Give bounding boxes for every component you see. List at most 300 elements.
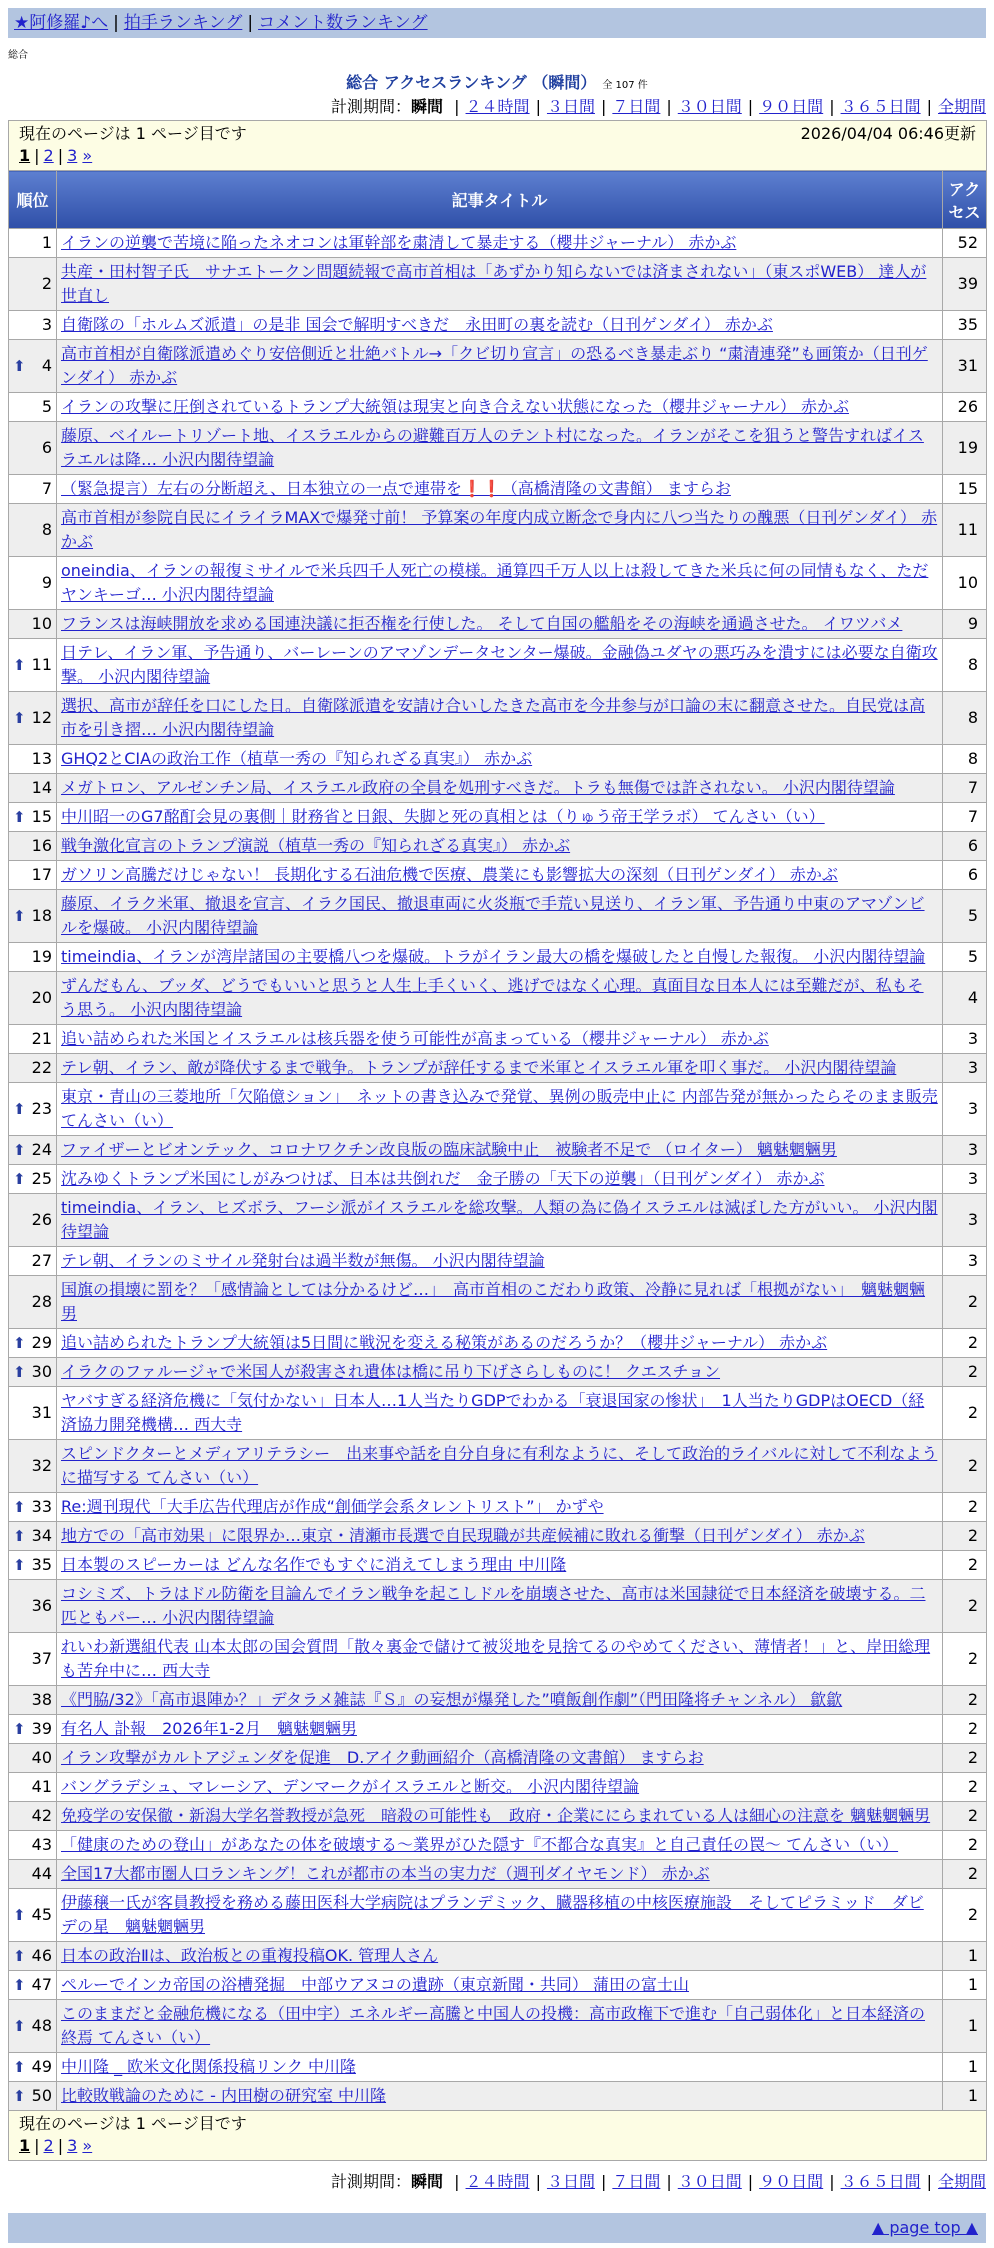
access-count: 2 <box>943 1715 987 1744</box>
pager-page-link[interactable]: 2 <box>43 2136 54 2155</box>
article-link[interactable]: イランの攻撃に圧倒されているトランプ大統領は現実と向き合えない状態になった（櫻井ジャーナル） 赤かぶ <box>61 397 849 416</box>
rank-cell <box>9 1025 57 1054</box>
up-arrow-icon: ⬆ <box>13 1906 26 1924</box>
title-cell <box>57 1860 943 1889</box>
title-cell <box>57 311 943 340</box>
table-row <box>9 774 987 803</box>
access-count: 19 <box>943 422 987 475</box>
table-row <box>9 1493 987 1522</box>
table-row <box>9 1194 987 1247</box>
rank-cell <box>9 393 57 422</box>
article-link[interactable]: ペルーでインカ帝国の浴槽発掘 中部ウアヌコの遺跡（東京新聞・共同） 蒲田の富士山 <box>61 1975 689 1994</box>
rank-number: 35 <box>31 1555 52 1574</box>
total-count: 全 107 件 <box>602 80 648 91</box>
title-cell <box>57 972 943 1025</box>
up-arrow-icon: ⬆ <box>13 1556 26 1574</box>
period-link[interactable]: ３日間 <box>546 97 595 116</box>
title-cell <box>57 861 943 890</box>
rank-cell <box>9 1136 57 1165</box>
article-link[interactable]: ガソリン高騰だけじゃない！ 長期化する石油危機で医療、農業にも影響拡大の深刻（日刊ゲンダイ） 赤かぶ <box>61 865 838 884</box>
rank-number: 40 <box>31 1748 52 1767</box>
rank-number: 42 <box>31 1806 52 1825</box>
article-link[interactable]: 選択、高市が辞任を口にした日。自衛隊派遣を安請け合いしたきた高市を今井参与が口論の末に翻意させた。自民党は高市を引き摺… 小沢内閣待望論 <box>61 696 926 739</box>
title-cell <box>57 745 943 774</box>
table-row <box>9 639 987 692</box>
article-link[interactable]: 戦争激化宣言のトランプ演説（植草一秀の『知られざる真実』） 赤かぶ <box>61 836 571 855</box>
nav-separator: | <box>113 13 119 33</box>
title-cell <box>57 1971 943 2000</box>
article-link[interactable]: 沈みゆくトランプ米国にしがみつけば、日本は共倒れだ 金子勝の「天下の逆襲」（日刊ゲンダイ） 赤かぶ <box>61 1169 825 1188</box>
title-cell <box>57 1387 943 1440</box>
period-link[interactable]: ３０日間 <box>677 97 742 116</box>
rank-number: 44 <box>31 1864 52 1883</box>
article-link[interactable]: イランの逆襲で苦境に陥ったネオコンは軍幹部を粛清して暴走する（櫻井ジャーナル） 赤かぶ <box>61 233 737 252</box>
access-count: 10 <box>943 557 987 610</box>
rank-cell <box>9 1387 57 1440</box>
rank-cell <box>9 2053 57 2082</box>
period-link[interactable]: ３６５日間 <box>840 2172 921 2191</box>
table-row <box>9 229 987 258</box>
access-count: 1 <box>943 2053 987 2082</box>
rank-number: 28 <box>31 1292 52 1311</box>
article-link[interactable]: 国旗の損壊に罰を？「感情論としては分かるけど…」 高市首相のこだわり政策、冷静に見れば「根拠がない」 魑魅魍魎男 <box>61 1280 926 1323</box>
rank-cell <box>9 475 57 504</box>
up-arrow-icon: ⬆ <box>13 1141 26 1159</box>
period-label: 計測期間： <box>331 97 412 116</box>
access-count: 2 <box>943 1551 987 1580</box>
title-cell <box>57 1329 943 1358</box>
period-label: 計測期間： <box>331 2172 412 2191</box>
period-link[interactable]: ２４時間 <box>465 97 530 116</box>
rank-number: 37 <box>31 1649 52 1668</box>
rank-number: 4 <box>41 356 52 375</box>
pager-next-link[interactable]: » <box>82 146 93 165</box>
title-cell <box>57 1942 943 1971</box>
period-separator: | <box>600 2172 607 2191</box>
article-link[interactable]: コシミズ、トラはドル防衛を目論んでイラン戦争を起こしドルを崩壊させた、高市は米国隷従で日本経済を破壊する。二匹ともパー… 小沢内閣待望論 <box>61 1584 926 1627</box>
article-link[interactable]: 追い詰められた米国とイスラエルは核兵器を使う可能性が高まっている（櫻井ジャーナル） 赤かぶ <box>61 1029 769 1048</box>
table-row <box>9 832 987 861</box>
article-link[interactable]: 全国17大都市圏人口ランキング！これが都市の本当の実力だ（週刊ダイヤモンド） 赤かぶ <box>61 1864 710 1883</box>
access-column-header: アクセス <box>943 171 987 229</box>
table-row <box>9 1942 987 1971</box>
rank-cell <box>9 803 57 832</box>
period-selector-bottom <box>0 2169 986 2195</box>
title-cell <box>57 803 943 832</box>
title-cell <box>57 557 943 610</box>
page-title <box>0 72 994 94</box>
article-link[interactable]: ヤバすぎる経済危機に「気付かない」日本人…1人当たりGDPでわかる「衰退国家の惨状」 1人当たりGDPはOECD（経済協力開発機構… 西大寺 <box>61 1391 925 1434</box>
access-count: 2 <box>943 1773 987 1802</box>
rank-cell <box>9 1773 57 1802</box>
article-link[interactable]: 免疫学の安保徹・新潟大学名誉教授が急死 暗殺の可能性も 政府・企業ににらまれている人は細心の注意を 魑魅魍魎男 <box>61 1806 931 1825</box>
rank-cell <box>9 2082 57 2111</box>
table-row <box>9 1551 987 1580</box>
rank-number: 34 <box>31 1526 52 1545</box>
article-link[interactable]: 東京・青山の三菱地所「欠陥億ション」 ネットの書き込みで発覚、異例の販売中止に 内部告発が無かったらそのまま販売 てんさい（い） <box>61 1087 938 1130</box>
period-link[interactable]: ７日間 <box>612 2172 661 2191</box>
rank-cell <box>9 1580 57 1633</box>
title-cell <box>57 1083 943 1136</box>
article-link[interactable]: テレ朝、イランのミサイル発射台は過半数が無傷。 小沢内閣待望論 <box>61 1251 545 1270</box>
up-arrow-icon: ⬆ <box>13 1100 26 1118</box>
table-row <box>9 745 987 774</box>
period-link[interactable]: ３６５日間 <box>840 97 921 116</box>
title-cell <box>57 2000 943 2053</box>
access-count: 1 <box>943 1971 987 2000</box>
category-label: 総合 <box>8 50 28 61</box>
table-row <box>9 1744 987 1773</box>
period-separator: | <box>454 2172 460 2191</box>
title-cell <box>57 1136 943 1165</box>
title-cell <box>57 1580 943 1633</box>
article-link[interactable]: （緊急提言）左右の分断超え、日本独立の一点で連帯を❗❗（高橋清隆の文書館） ますらお <box>61 479 731 498</box>
title-cell <box>57 692 943 745</box>
rank-number: 31 <box>31 1403 52 1422</box>
period-separator: | <box>600 97 607 116</box>
title-cell <box>57 1247 943 1276</box>
access-count: 5 <box>943 943 987 972</box>
rank-number: 14 <box>31 778 52 797</box>
period-link[interactable]: 全期間 <box>937 2172 986 2191</box>
rank-cell <box>9 1165 57 1194</box>
access-count: 3 <box>943 1247 987 1276</box>
rank-cell <box>9 832 57 861</box>
rank-cell <box>9 1633 57 1686</box>
article-link[interactable]: 藤原、イラク米軍、撤退を宣言、イラク国民、撤退車両に火炎瓶で手荒い見送り、イラン軍、予告通り中東のアマゾンビルを爆破。 小沢内閣待望論 <box>61 894 925 937</box>
table-row <box>9 972 987 1025</box>
rank-number: 33 <box>31 1497 52 1516</box>
rank-cell <box>9 745 57 774</box>
rank-number: 23 <box>31 1099 52 1118</box>
table-row <box>9 1358 987 1387</box>
article-link[interactable]: バングラデシュ、マレーシア、デンマークがイスラエルと断交。 小沢内閣待望論 <box>61 1777 640 1796</box>
table-row <box>9 803 987 832</box>
access-count: 9 <box>943 610 987 639</box>
access-count: 2 <box>943 1276 987 1329</box>
rank-cell <box>9 1971 57 2000</box>
access-count: 8 <box>943 745 987 774</box>
access-count: 8 <box>943 639 987 692</box>
period-link[interactable]: ３０日間 <box>677 2172 742 2191</box>
article-link[interactable]: GHQ2とCIAの政治工作（植草一秀の『知られざる真実』） 赤かぶ <box>61 749 533 768</box>
rank-cell <box>9 1440 57 1493</box>
access-count: 35 <box>943 311 987 340</box>
rank-number: 30 <box>31 1362 52 1381</box>
table-row <box>9 1387 987 1440</box>
rank-cell <box>9 639 57 692</box>
rank-number: 8 <box>41 520 52 539</box>
rank-cell <box>9 229 57 258</box>
up-arrow-icon: ⬆ <box>13 1720 26 1738</box>
access-count: 52 <box>943 229 987 258</box>
article-link[interactable]: oneindia、イランの報復ミサイルで米兵四千人死亡の模様。通算四千万人以上は殺してきた米兵に何の同情もなく、ただヤンキーゴ… 小沢内閣待望論 <box>61 561 929 604</box>
table-row <box>9 340 987 393</box>
rank-cell <box>9 1802 57 1831</box>
title-cell <box>57 1194 943 1247</box>
pager-separator: | <box>34 146 40 165</box>
access-count: 2 <box>943 1744 987 1773</box>
rank-cell <box>9 1276 57 1329</box>
period-link[interactable]: ９０日間 <box>759 2172 824 2191</box>
rank-number: 13 <box>31 749 52 768</box>
up-arrow-icon: ⬆ <box>13 1527 26 1545</box>
period-separator: | <box>666 2172 672 2191</box>
access-count: 1 <box>943 1942 987 1971</box>
article-link[interactable]: timeindia、イランが湾岸諸国の主要橋八つを爆破。トラがイラン最大の橋を爆破したと自慢した報復。 小沢内閣待望論 <box>61 947 926 966</box>
up-arrow-icon: ⬆ <box>13 1363 26 1381</box>
table-row <box>9 1165 987 1194</box>
rank-cell <box>9 504 57 557</box>
article-link[interactable]: れいわ新選組代表 山本太郎の国会質問「散々裏金で儲けて被災地を見捨てるのやめてください、薄情者！」と、岸田総理も苦弁中に… 西大寺 <box>61 1637 931 1680</box>
access-count: 3 <box>943 1025 987 1054</box>
period-separator: | <box>535 2172 541 2191</box>
access-count: 2 <box>943 1686 987 1715</box>
comment-ranking-link[interactable]: コメント数ランキング <box>258 13 428 33</box>
rank-cell <box>9 1493 57 1522</box>
access-count: 3 <box>943 1136 987 1165</box>
title-cell <box>57 1773 943 1802</box>
article-link[interactable]: メガトロン、アルゼンチン局、イスラエル政府の全員を処刑すべきだ。トラも無傷では許されない。 小沢内閣待望論 <box>61 778 895 797</box>
table-row <box>9 1136 987 1165</box>
title-cell <box>57 1889 943 1942</box>
access-count: 2 <box>943 1522 987 1551</box>
rank-cell <box>9 1329 57 1358</box>
access-count: 1 <box>943 2000 987 2053</box>
rank-number: 3 <box>41 315 52 334</box>
period-separator: | <box>829 97 835 116</box>
rank-number: 6 <box>41 438 52 457</box>
article-link[interactable]: 中川昭一のG7酩酊会見の裏側｜財務省と日銀、失脚と死の真相とは（りゅう帝王学ラボ） てんさい（い） <box>61 807 825 826</box>
rank-number: 39 <box>31 1719 52 1738</box>
rank-cell <box>9 1715 57 1744</box>
title-cell <box>57 393 943 422</box>
article-link[interactable]: 共産・田村智子氏 サナエトークン問題続報で高市首相は「あずかり知らないでは済まされない」（東スポWEB） 達人が世直し <box>61 262 927 305</box>
pager-page-link[interactable]: 2 <box>43 146 54 165</box>
table-row <box>9 1440 987 1493</box>
title-cell <box>57 258 943 311</box>
article-link[interactable]: 伊藤穣一氏が客員教授を務める藤田医科大学病院はプランデミック、臓器移植の中核医療施設 そしてピラミッド ダビデの星 魑魅魍魎男 <box>61 1893 924 1936</box>
rank-number: 1 <box>41 233 52 252</box>
article-link[interactable]: Re:週刊現代「大手広告代理店が作成“創価学会系タレントリスト”」 かずや <box>61 1497 604 1516</box>
page-top-link[interactable]: ▲ page top ▲ <box>871 2218 978 2237</box>
pager-current-page: 1 <box>19 2136 31 2155</box>
period-link[interactable]: ７日間 <box>612 97 661 116</box>
up-arrow-icon: ⬆ <box>13 1498 26 1516</box>
rank-number: 11 <box>31 655 52 674</box>
rank-number: 20 <box>31 988 52 1007</box>
table-row <box>9 1860 987 1889</box>
access-count: 6 <box>943 832 987 861</box>
article-link[interactable]: 日本製のスピーカーは どんな名作でもすぐに消えてしまう理由 中川隆 <box>61 1555 567 1574</box>
title-cell <box>57 1802 943 1831</box>
table-row <box>9 1633 987 1686</box>
applause-ranking-link[interactable]: 拍手ランキング <box>123 13 243 33</box>
pager-page-link[interactable]: 3 <box>67 146 78 165</box>
title-cell <box>57 504 943 557</box>
title-cell <box>57 475 943 504</box>
access-count: 3 <box>943 1083 987 1136</box>
rank-cell <box>9 340 57 393</box>
period-link[interactable]: ３日間 <box>546 2172 595 2191</box>
article-link[interactable]: 藤原、ベイルートリゾート地、イスラエルからの避難百万人のテント村になった。イランがそこを狙うと警告すればイスラエルは降… 小沢内閣待望論 <box>61 426 924 469</box>
pager-page-link[interactable]: 3 <box>67 2136 78 2155</box>
period-link[interactable]: ９０日間 <box>759 97 824 116</box>
access-count: 2 <box>943 1860 987 1889</box>
rank-number: 41 <box>31 1777 52 1796</box>
title-cell <box>57 340 943 393</box>
ranking-table <box>8 120 987 2161</box>
rank-cell <box>9 422 57 475</box>
rank-cell <box>9 1522 57 1551</box>
current-page-text: 現在のページは 1 ページ目です <box>19 2114 247 2133</box>
table-row <box>9 2082 987 2111</box>
rank-number: 22 <box>31 1058 52 1077</box>
title-cell <box>57 1054 943 1083</box>
rank-cell <box>9 1860 57 1889</box>
access-count: 7 <box>943 803 987 832</box>
rank-number: 5 <box>41 397 52 416</box>
up-arrow-icon: ⬆ <box>13 2058 26 2076</box>
period-separator: | <box>535 97 541 116</box>
up-arrow-icon: ⬆ <box>13 1170 26 1188</box>
access-count: 2 <box>943 1440 987 1493</box>
article-link[interactable]: 中川隆 _ 欧米文化関係投稿リンク 中川隆 <box>61 2057 356 2076</box>
access-count: 3 <box>943 1165 987 1194</box>
article-link[interactable]: 比較敗戦論のために - 内田樹の研究室 中川隆 <box>61 2086 387 2105</box>
period-selector-top <box>0 94 986 120</box>
article-link[interactable]: イラン攻撃がカルトアジェンダを促進 D.アイク動画紹介（高橋清隆の文書館） ますらお <box>61 1748 704 1767</box>
pager-bottom <box>19 2135 976 2157</box>
rank-cell <box>9 774 57 803</box>
table-row <box>9 557 987 610</box>
table-row <box>9 692 987 745</box>
access-count: 31 <box>943 340 987 393</box>
article-link[interactable]: 追い詰められたトランプ大統領は5日間に戦況を変える秘策があるのだろうか？（櫻井ジャーナル） 赤かぶ <box>61 1333 828 1352</box>
article-link[interactable]: 「健康のための登山」があなたの体を破壊する〜業界がひた隠す『不都合な真実』と自己責任の罠〜 てんさい（い） <box>61 1835 899 1854</box>
period-separator: | <box>747 2172 754 2191</box>
rank-number: 38 <box>31 1690 52 1709</box>
access-count: 2 <box>943 1889 987 1942</box>
article-link[interactable]: テレ朝、イラン、敵が降伏するまで戦争。トランプが辞任するまで米軍とイスラエル軍を叩く事だ。 小沢内閣待望論 <box>61 1058 897 1077</box>
rank-column-header: 順位 <box>9 171 57 229</box>
rank-number: 45 <box>31 1905 52 1924</box>
rank-cell <box>9 1686 57 1715</box>
bottom-bar <box>8 2213 986 2243</box>
article-link[interactable]: timeindia、イラン、ヒズボラ、フーシ派がイスラエルを総攻撃。人類の為に偽イスラエルは滅ぼした方がいい。 小沢内閣待望論 <box>61 1198 938 1241</box>
access-count: 2 <box>943 1580 987 1633</box>
article-link[interactable]: 《門脇/32》「高市退陣か？」デタラメ雑誌『Ｓ』の妄想が爆発した”噴飯創作劇”（門田隆将チャンネル） 歙歙 <box>61 1690 843 1709</box>
pager-separator: | <box>57 146 64 165</box>
table-row <box>9 1247 987 1276</box>
title-cell <box>57 1522 943 1551</box>
title-cell <box>57 943 943 972</box>
table-row <box>9 1025 987 1054</box>
home-link[interactable]: ★阿修羅♪へ <box>14 13 109 33</box>
table-row <box>9 1831 987 1860</box>
rank-cell <box>9 557 57 610</box>
current-page-text: 現在のページは 1 ページ目です <box>19 124 247 143</box>
title-cell <box>57 1440 943 1493</box>
period-separator: | <box>926 97 932 116</box>
table-row <box>9 422 987 475</box>
title-cell <box>57 422 943 475</box>
table-row <box>9 1773 987 1802</box>
article-link[interactable]: イラクのファルージャで米国人が殺害され遺体は橋に吊り下げさらしものに！ クエスチョン <box>61 1362 721 1381</box>
article-link[interactable]: 地方での「高市効果」に限界か…東京・清瀬市長選で自民現職が共産候補に敗れる衝撃（日刊ゲンダイ） 赤かぶ <box>61 1526 865 1545</box>
up-arrow-icon: ⬆ <box>13 1947 26 1965</box>
rank-number: 7 <box>41 479 52 498</box>
rank-number: 21 <box>31 1029 52 1048</box>
updated-timestamp: 2026/04/04 06:46更新 <box>800 124 977 143</box>
rank-cell <box>9 258 57 311</box>
title-cell <box>57 1633 943 1686</box>
rank-cell <box>9 1889 57 1942</box>
table-row <box>9 1522 987 1551</box>
article-link[interactable]: このままだと金融危機になる（田中宇）エネルギー高騰と中国人の投機：高市政権下で進む「自己弱体化」と日本経済の終焉 てんさい（い） <box>61 2004 926 2047</box>
up-arrow-icon: ⬆ <box>13 709 26 727</box>
period-link[interactable]: 全期間 <box>937 97 986 116</box>
rank-cell <box>9 1744 57 1773</box>
article-link[interactable]: スピンドクターとメディアリテラシー 出来事や話を自分自身に有利なように、そして政治的ライバルに対して不利なように描写する てんさい（い） <box>61 1444 938 1487</box>
rank-cell <box>9 1831 57 1860</box>
title-cell <box>57 1025 943 1054</box>
title-column-header: 記事タイトル <box>57 171 943 229</box>
up-arrow-icon: ⬆ <box>13 1334 26 1352</box>
title-cell <box>57 2082 943 2111</box>
period-separator: | <box>926 2172 932 2191</box>
up-arrow-icon: ⬆ <box>13 656 26 674</box>
title-cell <box>57 639 943 692</box>
rank-number: 15 <box>31 807 52 826</box>
page-info-row-top <box>9 121 987 171</box>
up-arrow-icon: ⬆ <box>13 357 26 375</box>
table-row <box>9 943 987 972</box>
article-link[interactable]: ずんだもん、ブッダ、どうでもいいと思うと人生上手くいく、逃げではなく心理。真面目な日本人には至難だが、私もそう思う。 小沢内閣待望論 <box>61 976 924 1019</box>
article-link[interactable]: 自衛隊の「ホルムズ派遣」の是非 国会で解明すべきだ 永田町の裏を読む（日刊ゲンダイ） 赤かぶ <box>61 315 773 334</box>
rank-number: 32 <box>31 1456 52 1475</box>
access-count: 7 <box>943 774 987 803</box>
rank-number: 27 <box>31 1251 52 1270</box>
rank-cell <box>9 1083 57 1136</box>
article-link[interactable]: 有名人 訃報 2026年1-2月 魑魅魍魎男 <box>61 1719 357 1738</box>
rank-number: 2 <box>41 274 52 293</box>
rank-cell <box>9 1247 57 1276</box>
article-link[interactable]: 高市首相が参院自民にイライラMAXで爆発寸前！ 予算案の年度内成立断念で身内に八つ当たりの醜悪（日刊ゲンダイ） 赤かぶ <box>61 508 938 551</box>
rank-cell <box>9 972 57 1025</box>
table-row <box>9 1971 987 2000</box>
up-arrow-icon: ⬆ <box>13 808 26 826</box>
period-link[interactable]: ２４時間 <box>465 2172 530 2191</box>
access-count: 15 <box>943 475 987 504</box>
period-current: 瞬間 <box>411 2172 444 2191</box>
pager-next-link[interactable]: » <box>82 2136 93 2155</box>
rank-number: 46 <box>31 1946 52 1965</box>
access-count: 3 <box>943 1194 987 1247</box>
article-link[interactable]: 日本の政治Ⅱは、政治板との重複投稿OK. 管理人さん <box>61 1946 439 1965</box>
article-link[interactable]: 日テレ、イラン軍、予告通り、バーレーンのアマゾンデータセンター爆破。金融偽ユダヤの悪巧みを潰すには必要な自衛攻撃。 小沢内閣待望論 <box>61 643 938 686</box>
rank-cell <box>9 1358 57 1387</box>
article-link[interactable]: フランスは海峡開放を求める国連決議に拒否権を行使した。 そして自国の艦船をその海峡を通過させた。 イワツバメ <box>61 614 903 633</box>
title-cell <box>57 2053 943 2082</box>
table-header <box>9 171 987 229</box>
rank-number: 24 <box>31 1140 52 1159</box>
article-link[interactable]: 高市首相が自衛隊派遣めぐり安倍側近と壮絶バトル→「クビ切り宣言」の恐るべき暴走ぶり “粛清連発”も画策か（日刊ゲンダイ） 赤かぶ <box>61 344 928 387</box>
access-count: 4 <box>943 972 987 1025</box>
title-cell <box>57 1493 943 1522</box>
article-link[interactable]: ファイザーとビオンテック、コロナワクチン改良版の臨床試験中止 被験者不足で （ロイター） 魑魅魍魎男 <box>61 1140 837 1159</box>
rank-number: 26 <box>31 1210 52 1229</box>
